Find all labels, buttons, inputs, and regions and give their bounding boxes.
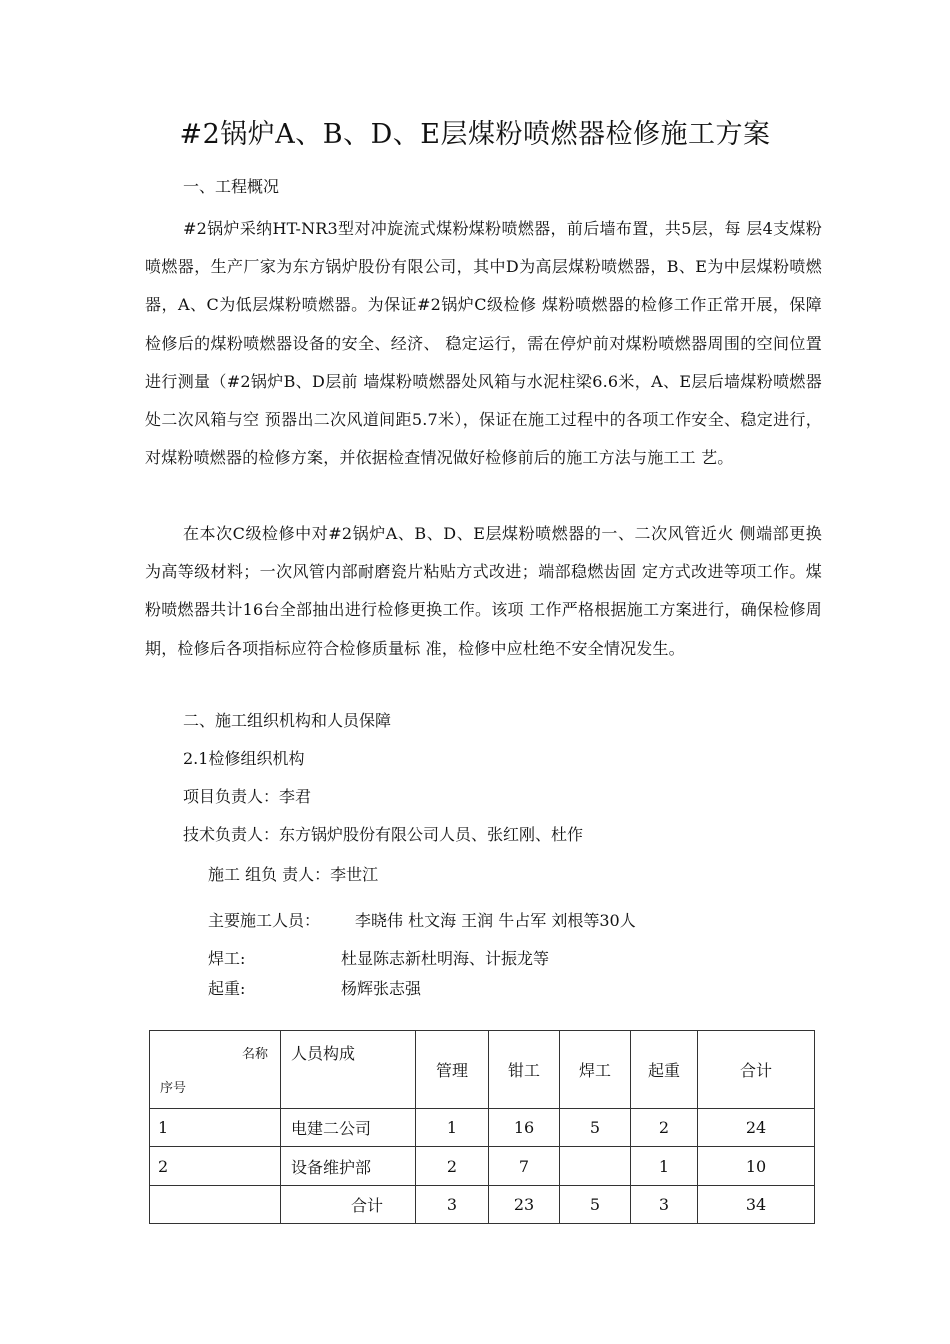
row-no: 1 bbox=[150, 1109, 281, 1147]
document-title: #2锅炉A、B、D、E层煤粉喷燃器检修施工方案 bbox=[179, 119, 771, 150]
header-col-welder: 焊工 bbox=[560, 1031, 631, 1109]
crew-lead: 施工 组负 责人：李世江 bbox=[208, 865, 379, 884]
header-col-total: 合计 bbox=[698, 1031, 815, 1109]
table-row bbox=[150, 1147, 815, 1186]
row-rigger: 1 bbox=[631, 1147, 698, 1186]
total-welder: 5 bbox=[560, 1186, 631, 1224]
welder-label: 焊工: bbox=[208, 949, 246, 968]
total-management: 3 bbox=[416, 1186, 489, 1224]
row-total: 10 bbox=[698, 1147, 815, 1186]
row-total: 24 bbox=[698, 1109, 815, 1147]
header-col-rigger: 起重 bbox=[631, 1031, 698, 1109]
diagonal-header-cell bbox=[150, 1031, 281, 1109]
staff-table bbox=[149, 1030, 815, 1224]
section-heading-organization: 二、施工组织机构和人员保障 bbox=[183, 711, 392, 730]
main-staff-value: 李晓伟 杜文海 王润 牛占军 刘根等30人 bbox=[355, 911, 636, 930]
overview-paragraph-2: 在本次C级检修中对#2锅炉A、B、D、E层煤粉喷燃器的一、二次风管近火 侧端部更换为高等级材料；一次风管内部耐磨瓷片粘贴方式改进；端部稳燃齿固 定方式改进等项工作。煤粉喷燃器共计16台全部抽出进行检修更换工作。该项 工作严格根据施工方案进行，确保检修周期，检修后各项指标应符合检修质量标 准，检修中应杜绝不安全情况发生。 bbox=[145, 524, 822, 658]
total-fitter: 23 bbox=[489, 1186, 560, 1224]
overview-paragraph-1: #2锅炉采纳HT-NR3型对冲旋流式煤粉煤粉喷燃器，前后墙布置，共5层，每 层4支煤粉喷燃器，生产厂家为东方锅炉股份有限公司，其中D为高层煤粉喷燃器，B、E为中层煤粉喷燃器，A、C为低层煤粉喷燃器。为保证#2锅炉C级检修 煤粉喷燃器的检修工作正常开展，保障检修后的煤粉喷燃器设备的安全、经济、 稳定运行，需在停炉前对煤粉喷燃器周围的空间位置进行测量（#2锅炉B、D层前 墙煤粉喷燃器处风箱与水泥柱梁6.6米，A、E层后墙煤粉喷燃器处二次风箱与空 预器出二次风道间距5.7米），保证在施工过程中的各项工作安全、稳定进行， 对煤粉喷燃器的检修方案，并依据检查情况做好检修前后的施工方法与施工工 艺。 bbox=[145, 219, 822, 468]
rigger-label: 起重: bbox=[208, 979, 246, 998]
header-no: 序号 bbox=[160, 1081, 187, 1096]
technical-lead: 技术负责人：东方锅炉股份有限公司人员、张红刚、杜作 bbox=[183, 825, 584, 844]
welder-value: 杜显陈志新杜明海、计振龙等 bbox=[341, 949, 550, 968]
row-no: 2 bbox=[150, 1147, 281, 1186]
row-group: 电建二公司 bbox=[281, 1109, 416, 1147]
header-col-fitter: 钳工 bbox=[489, 1031, 560, 1109]
subsection-heading: 2.1检修组织机构 bbox=[183, 749, 305, 768]
total-label: 合计 bbox=[281, 1186, 416, 1224]
table-row bbox=[150, 1109, 815, 1147]
row-rigger: 2 bbox=[631, 1109, 698, 1147]
total-sum: 34 bbox=[698, 1186, 815, 1224]
section-heading-overview: 一、工程概况 bbox=[183, 177, 280, 196]
row-group: 设备维护部 bbox=[281, 1147, 416, 1186]
header-group: 人员构成 bbox=[281, 1031, 416, 1109]
row-welder bbox=[560, 1147, 631, 1186]
header-name: 名称 bbox=[241, 1047, 268, 1062]
row-management: 2 bbox=[416, 1147, 489, 1186]
table-total-row bbox=[150, 1186, 815, 1224]
main-staff-label: 主要施工人员： bbox=[208, 911, 321, 930]
total-empty-cell bbox=[150, 1186, 281, 1224]
rigger-value: 杨辉张志强 bbox=[341, 979, 422, 998]
table-header-row bbox=[150, 1031, 815, 1109]
project-lead: 项目负责人：李君 bbox=[183, 787, 312, 806]
row-welder: 5 bbox=[560, 1109, 631, 1147]
row-management: 1 bbox=[416, 1109, 489, 1147]
row-fitter: 16 bbox=[489, 1109, 560, 1147]
header-col-management: 管理 bbox=[416, 1031, 489, 1109]
total-rigger: 3 bbox=[631, 1186, 698, 1224]
row-fitter: 7 bbox=[489, 1147, 560, 1186]
